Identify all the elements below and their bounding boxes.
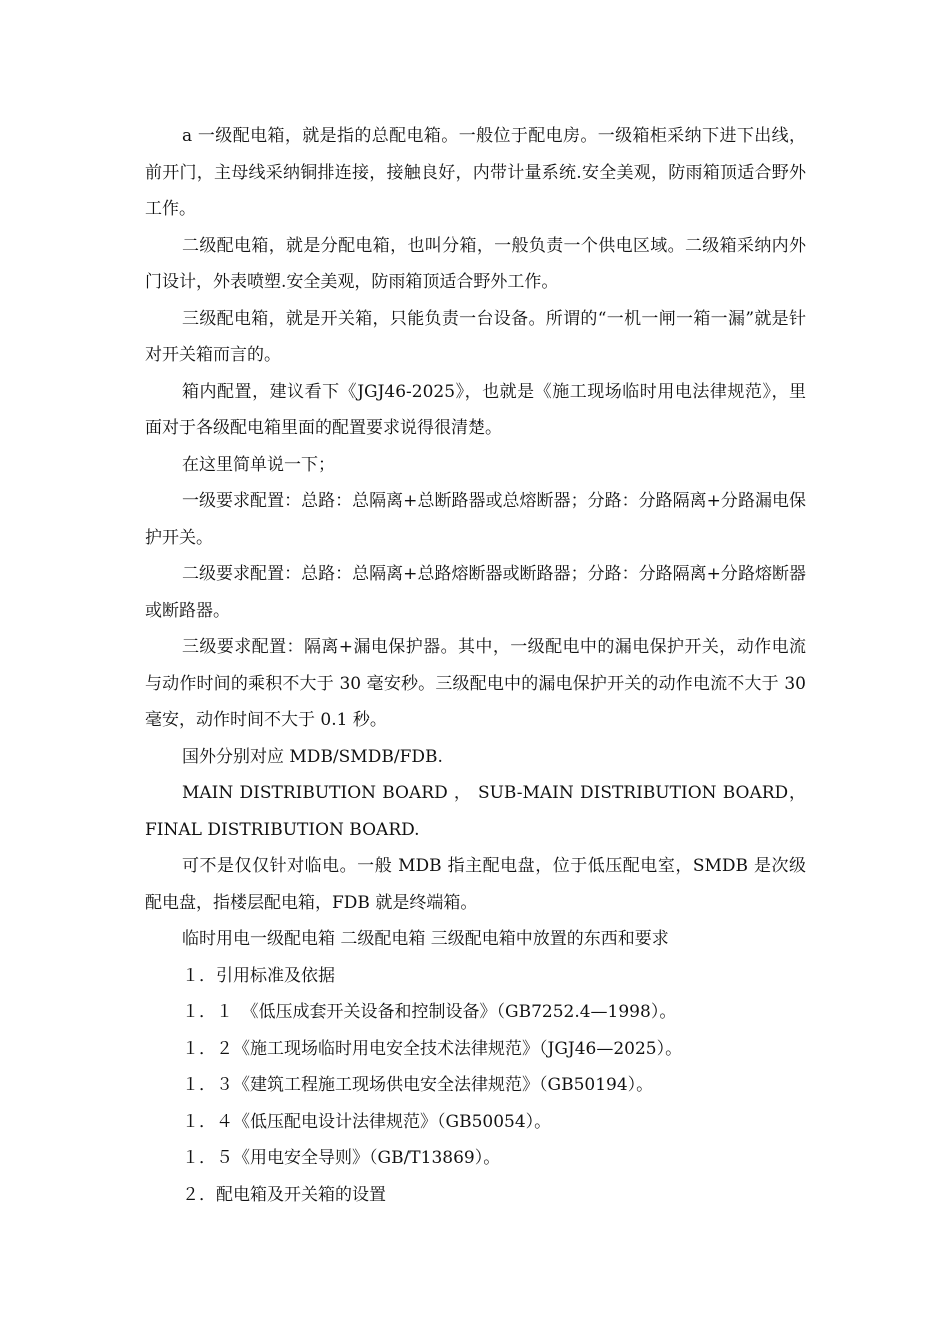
paragraph-brief-intro: 在这里简单说一下； [182, 454, 335, 475]
list-item: １．５《用电安全导则》（GB/T13869）。 [182, 1148, 501, 1168]
paragraph-level-3-requirements: 三级要求配置：隔离+漏电保护器。其中，一级配电中的漏电保护开关，动作电流与动作时间的乘积不大于 30 毫安秒。三级配电中的漏电保护开关的动作电流不大于 30 毫安，动作时间不大于 0.1 秒。 [145, 637, 806, 730]
paragraph-level-1-box: a 一级配电箱，就是指的总配电箱。一般位于配电房。一级箱柜采纳下进下出线，前开门，主母线采纳铜排连接，接触良好，内带计量系统.安全美观，防雨箱顶适合野外工作。 [145, 126, 806, 219]
list-item: １．３《建筑工程施工现场供电安全法律规范》（GB50194）。 [182, 1075, 654, 1095]
list-item: １．引用标准及依据 [182, 965, 335, 986]
paragraph-section-heading: 临时用电一级配电箱 二级配电箱 三级配电箱中放置的东西和要求 [182, 929, 669, 949]
standards-list [145, 958, 806, 1214]
list-item: １．１ 《低压成套开关设备和控制设备》（GB7252.4—1998）。 [182, 1002, 677, 1022]
document-body [145, 118, 806, 1213]
paragraph-foreign-equivalents: 国外分别对应 MDB/SMDB/FDB. [182, 746, 443, 767]
paragraph-level-3-box: 三级配电箱，就是开关箱，只能负责一台设备。所谓的“一机一闸一箱一漏”就是针对开关箱而言的。 [145, 308, 806, 365]
paragraph-box-configuration: 箱内配置，建议看下《JGJ46-2025》，也就是《施工现场临时用电法律规范》，里面对于各级配电箱里面的配置要求说得很清楚。 [145, 381, 806, 438]
paragraph-level-2-box: 二级配电箱，就是分配电箱，也叫分箱，一般负责一个供电区域。二级箱采纳内外门设计，外表喷塑.安全美观，防雨箱顶适合野外工作。 [145, 235, 806, 292]
list-item: ２．配电箱及开关箱的设置 [182, 1184, 386, 1205]
paragraph-mdb-explanation: 可不是仅仅针对临电。一般 MDB 指主配电盘，位于低压配电室，SMDB 是次级配电盘，指楼层配电箱，FDB 就是终端箱。 [145, 856, 806, 913]
list-item: １．４《低压配电设计法律规范》（GB50054）。 [182, 1111, 552, 1132]
list-item: １．２《施工现场临时用电安全技术法律规范》（JGJ46—2025）。 [182, 1038, 683, 1059]
paragraph-level-1-requirements: 一级要求配置：总路：总隔离+总断路器或总熔断器；分路：分路隔离+分路漏电保护开关。 [145, 491, 806, 548]
paragraph-english-terms: MAIN DISTRIBUTION BOARD ， SUB-MAIN DISTRIBUTION BOARD，FINAL DISTRIBUTION BOARD. [145, 783, 806, 840]
paragraph-level-2-requirements: 二级要求配置：总路：总隔离+总路熔断器或断路器；分路：分路隔离+分路熔断器或断路器。 [145, 564, 806, 621]
